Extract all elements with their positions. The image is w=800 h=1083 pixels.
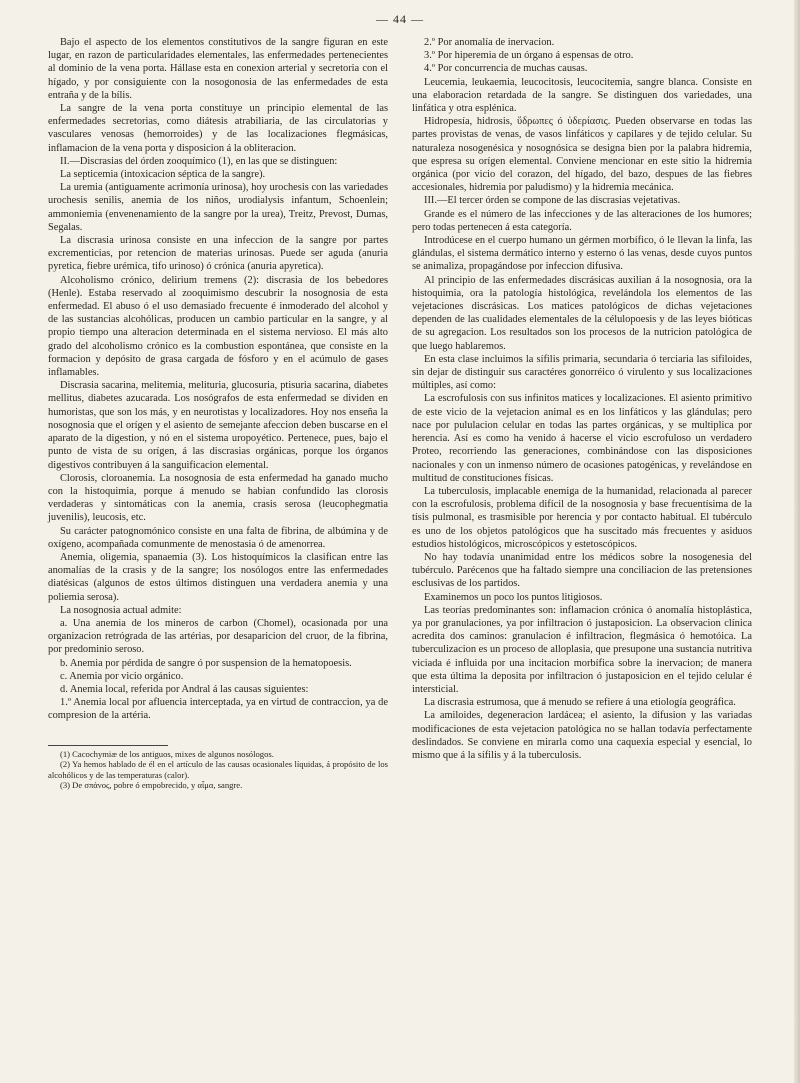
paragraph: En esta clase incluimos la sífilis primaria, secundaria ó terciaria las sifiloides, sin dejar de distinguir sus caractéres gonorréico ó virulento y sus localizaciones múltiples, así como: <box>412 353 752 392</box>
paragraph: La escrofulosis con sus infinitos matices y localizaciones. El asiento primitivo de este vicio de la vejetacion animal es en los linfáticos y las glándulas; pero nace por pululacion celular en todas las partes orgánicas, y se multiplica por herencia. Así es como ha venido á hacerse el vicio escrofuloso un verdadero Proteo, recorriendo las generaciones, combinándose con las disposiciones nacionales y con un inmenso número de ocasiones patogénicas, y revelándose en multitud de constituciones físicas. <box>412 393 752 484</box>
paragraph: Discrasia sacarina, melitemia, melituria, glucosuria, ptisuria sacarina, diabetes mellitus, diabetes azucarada. Los nosógrafos de esta enfermedad se dividen en humoristas, que son los más, y en neurotistas y localizadores. Hoy nos enseña la nosognosia que el orígen y el asiento de semejante afeccion deben buscarse en el aparato de la digestion, y nó en el sistema uropoyético. Pertenece, pues, bajo el punto de vista de su orígen, á las discrasias orgánicas, porque los órganos digestivos contribuyen á la sanguificacion elemental. <box>48 380 388 471</box>
paragraph: Anemia, oligemia, spanaemia (3). Los histoquímicos la clasifican entre las anomalías de la crasis y de la sangre; los nosólogos entre las enfermedades diatésicas (algunos de estos últimos distinguen una verdadera anemia y una poliemia serosa). <box>48 551 388 603</box>
list-item: d. Anemia local, referida por Andral á las causas siguientes: <box>60 683 309 695</box>
paragraph: Examinemos un poco los puntos litigiosos. <box>424 591 603 603</box>
paragraph: Grande es el número de las infecciones y de las alteraciones de los humores; pero todas pertenecen á esta categoría. <box>412 208 752 233</box>
list-item: 3.º Por hiperemia de un órgano á espensas de otro. <box>424 50 634 62</box>
paragraph: Las teorías predominantes son: inflamacion crónica ó anomalía histoplástica, ya por granulaciones, ya por infiltracion ó justaposicion. La observacion clínica acredita dos caminos: granulacion é infiltracion, flegmásica ó hemotóica. La tuberculizacion es un proceso de alloplasia, que presupone una sustancia nutritiva viciada é influida por una incitacion morbífica sobre la inervacion; de manera que esta última la deposita por infiltracion ó justaposicion en el tejido celular é intersticial. <box>412 604 752 695</box>
list-item: 2.º Por anomalía de inervacion. <box>424 37 555 48</box>
list-item: 4.º Por concurrencia de muchas causas. <box>424 63 588 75</box>
footnote-rule <box>48 745 168 746</box>
list-item: 1.º Anemia local por afluencia interceptada, ya en virtud de contraccion, ya de compresion de la artéria. <box>48 697 388 722</box>
paragraph: Su carácter patognomónico consiste en una falta de fibrina, de albúmina y de oxígeno, acompañada comunmente de menostasia ó de amenorrea. <box>48 525 388 550</box>
paragraph: La septicemia (intoxicacion séptica de la sangre). <box>60 169 266 181</box>
paragraph: Leucemia, leukaemia, leucocitosis, leucocitemia, sangre blanca. Consiste en una elaboracion retardada de la sangre. Se distinguen dos variedades, una linfática y otra esplénica. <box>412 76 752 115</box>
paragraph: No hay todavía unanimidad entre los médicos sobre la nosogenesia del tubérculo. Parécenos que ha faltado siempre una conciliacion de las pretensiones esclusivas de los partidos. <box>412 551 752 590</box>
paragraph: Clorosis, cloroanemia. La nosognosia de esta enfermedad ha ganado mucho con la histoquimia, porque á menudo se habian confundido las clorosis verdaderas y sintomáticas con la anemia, crasis serosa (leucophegmatia juvenilis), leucosis, etc. <box>48 472 388 524</box>
paragraph: II.—Discrasias del órden zooquímico (1), en las que se distinguen: <box>60 155 338 167</box>
page-number: — 44 — <box>376 12 424 26</box>
paragraph: Hidropesía, hidrosis, ὕδρωπες ó ὑδερίασις. Pueden observarse en todas las partes provistas de venas, de vasos linfáticos y capilares y de tejido celular. Su naturaleza nosogenésica y nosognósica se designa bien por la palabra hidremia, que espresa su orígen elemental. Conviene mencionar en este sitio la hidremia orgánica (por vicio del corazon, del hígado, del bazo, despues de las fiebres accesionales, hidremia por paludismo) y la hidremia mecánica. <box>412 116 752 194</box>
footnote: (2) Ya hemos hablado de él en el artículo de las causas ocasionales líquidas, á propósito de los alcohólicos y de las temperaturas (calor). <box>48 759 388 780</box>
paragraph: La discrasia urinosa consiste en una infeccion de la sangre por partes excrementicias, por retencion de materias urinosas. Puede ser aguda (anuria pyretica, fiebre urémica, tifo urinoso) ó crónica (anuria apyretica). <box>48 235 388 273</box>
footnotes <box>48 745 388 791</box>
text-columns <box>48 36 752 1066</box>
paragraph: III.—El tercer órden se compone de las discrasias vejetativas. <box>424 195 681 207</box>
paragraph: Al principio de las enfermedades discrásicas auxilian á la nosognosia, ora la histoquimia, ora la patología histológica, revelándola los elementos de las vejetaciones discrásicas. Los matices patológicos de dichas vejetaciones dependen de las cualidades elementales de la célulopoesis y de las leyes bióticas de su agregacion. Los resultados son los procesos de la nutricion patológica de que luego hablaremos. <box>412 274 752 352</box>
page-edge <box>794 0 800 1083</box>
paragraph: La tuberculosis, implacable enemiga de la humanidad, relacionada al parecer con la escrofulosis, problema difícil de la nosognosia y base frecuentísima de la tísis pulmonal, es trasmisible por herencia y por contacto habitual. El tubérculo es uno de los objetos patológicos que ha suscitado más frecuentes y asiduos estudios histológicos, microscópicos y estetoscópicos. <box>412 485 752 550</box>
list-item: b. Anemia por pérdida de sangre ó por suspension de la hematopoesis. <box>60 657 352 669</box>
paragraph: La nosognosia actual admite: <box>60 604 182 616</box>
left-column <box>48 36 388 1066</box>
right-column <box>412 36 752 1066</box>
paragraph: Bajo el aspecto de los elementos constitutivos de la sangre figuran en este lugar, en razon de particularidades elementales, las enfermedades pertenecientes al dominio de la vena porta. Hállase esta en conexion arterial y secretoria con el hígado, y por consiguiente con la nosogonosia de las enfermedades de esta entraña y de la bílis. <box>48 37 388 101</box>
paragraph: Alcoholismo crónico, delirium tremens (2): discrasia de los bebedores (Henle). Estaba reservado al zooquimismo descubrir la nosognosia de esta enfermedad. El abuso ó el uso demasiado frecuente é inmoderado del alcohol y de las sustancias alcohólicas, producen un cambio particular en la sangre, y al propio tiempo una alteracion determinada en el sistema nervioso. El más alto grado del alcoholismo crónico es la combustion espontánea, que consiste en la formacion y depósito de grasa cargada de fósforo y en el acúmulo de gases inflamables. <box>48 274 388 379</box>
footnote: (3) De σπάνος, pobre ó empobrecido, y αἷμα, sangre. <box>60 780 243 791</box>
list-item: c. Anemia por vicio orgánico. <box>60 670 184 682</box>
paragraph: La amiloides, degeneracion lardácea; el asiento, la difusion y las variadas modificaciones de esta vejetacion patológica no se hallan todavía perfectamente deslindados. Se conviene en mirarla como una caquexia especial y esencial, lo mismo que á la sífilis y á la tuberculosis. <box>412 710 752 761</box>
paragraph: La discrasia estrumosa, que á menudo se refiere á una etiología geográfica. <box>424 697 736 709</box>
paragraph: La sangre de la vena porta constituye un principio elemental de las enfermedades secretorias, como diátesis atrabiliaria, de las circulatorias y vasculares venosas (hemorroides) y de las localizaciones flegmásicas, inflamacion de la vena porta y disposicion á la obliteracion. <box>48 103 388 154</box>
list-item: a. Una anemia de los mineros de carbon (Chomel), ocasionada por una organizacion retrógrada de las artérias, por desaparicion del cruor, de la fibrina, por predominio seroso. <box>48 617 388 656</box>
footnote: (1) Cacochymiæ de los antiguos, mixes de algunos nosólogos. <box>60 748 274 759</box>
paragraph: La uremia (antiguamente acrimonía urinosa), hoy urochesis con las variedades urochesis senilis, anemia de los niños, urodialysis infantum, Schoenlein; ammoniemia (envenenamiento de la sangre por la urea), Treitz, Prevost, Dumas, Segalas. <box>48 182 388 233</box>
paragraph: Introdúcese en el cuerpo humano un gérmen morbífico, ó le llevan la linfa, las glándulas, el sistema dermático interno y esterno ó las venas, desde cuyos puntos se animaliza, propagándose por infeccion difusiva. <box>412 235 752 273</box>
